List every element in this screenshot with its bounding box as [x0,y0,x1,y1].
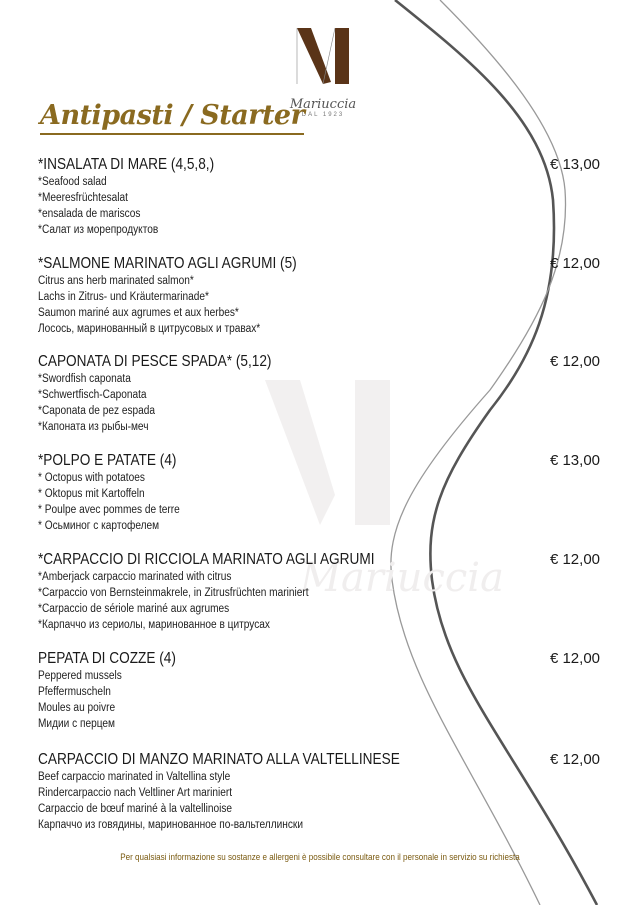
item-description: Beef carpaccio marinated in Valtellina style [38,771,231,783]
logo-script: Mariuccia [289,97,357,112]
item-price: € 13,00 [549,452,600,469]
item-description: Moules au poivre [38,702,116,714]
item-description: *Caponata de pez espada [38,405,156,417]
watermark-script: Mariuccia [300,555,504,601]
item-name: *SALMONE MARINATO AGLI AGRUMI (5) [38,255,297,272]
item-description: *Schwertfisch-Caponata [38,389,147,401]
item-description: *Carpaccio von Bernsteinmakrele, in Zitrusfrüchten mariniert [38,587,309,599]
item-description: *Amberjack carpaccio marinated with citrus [38,571,232,583]
item-description: Carpaccio de bœuf mariné à la valtellinoise [38,803,233,815]
item-description: *ensalada de mariscos [38,208,141,220]
item-description: Rindercarpaccio nach Veltliner Art mariniert [38,787,233,799]
item-description: Peppered mussels [38,670,122,682]
menu-item [38,649,600,732]
menu-item [38,352,600,435]
item-name: *POLPO E PATATE (4) [38,452,177,469]
item-price: € 12,00 [549,551,600,568]
item-price: € 13,00 [549,156,600,173]
menu-item [38,451,600,534]
item-description: * Poulpe avec pommes de terre [38,504,180,516]
item-price: € 12,00 [549,650,600,667]
menu-item [38,550,600,633]
item-name: *CARPACCIO DI RICCIOLA MARINATO AGLI AGRUMI [38,551,375,568]
item-description: *Swordfish caponata [38,373,131,385]
item-description: * Octopus with potatoes [38,472,145,484]
menu-item [38,254,600,337]
logo-m-icon [293,26,353,86]
item-price: € 12,00 [549,255,600,272]
item-description: *Карпаччо из сериолы, маринованное в цитрусах [38,619,270,631]
menu-item [38,750,600,833]
item-description: Pfeffermuscheln [38,686,111,698]
item-description: Мидии с перцем [38,718,115,730]
item-description: * Осьминог с картофелем [38,520,160,532]
item-description: * Oktopus mit Kartoffeln [38,488,145,500]
section-title: Antipasti / Starter [40,100,304,135]
item-description: *Капоната из рыбы-меч [38,421,149,433]
item-description: Lachs in Zitrus- und Kräutermarinade* [38,291,210,303]
menu-item [38,155,600,238]
item-name: CAPONATA DI PESCE SPADA* (5,12) [38,353,272,370]
logo-subtitle: DAL 1923 [301,112,345,118]
item-description: *Салат из морепродуктов [38,224,159,236]
item-name: PEPATA DI COZZE (4) [38,650,176,667]
item-price: € 12,00 [549,353,600,370]
item-description: Citrus ans herb marinated salmon* [38,275,194,287]
item-description: *Meeresfrüchtesalat [38,192,129,204]
item-description: *Seafood salad [38,176,107,188]
allergen-note: Per qualsiasi informazione su sostanze e allergeni è possibile consultare con il personale in servizio su richiesta [120,852,520,863]
item-description: Лосось, маринованный в цитрусовых и травах* [38,323,261,335]
item-name: CARPACCIO DI MANZO MARINATO ALLA VALTELLINESE [38,751,400,768]
item-description: Saumon mariné aux agrumes et aux herbes* [38,307,239,319]
item-name: *INSALATA DI MARE (4,5,8,) [38,156,215,173]
item-price: € 12,00 [549,751,600,768]
item-description: Карпаччо из говядины, маринованное по-вальтеллински [38,819,304,831]
item-description: *Carpaccio de sériole mariné aux agrumes [38,603,230,615]
